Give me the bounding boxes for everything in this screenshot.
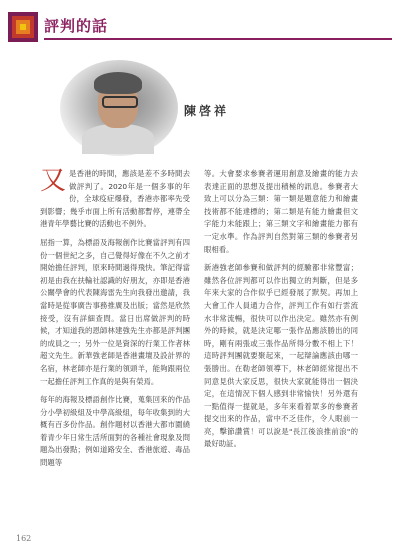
page-header (8, 12, 392, 42)
article-paragraph: 又是香港的時間，應該是差不多時間去做評判了。2020年是一個多事的年份，全球疫症爆發，香港亦都率先受到影響；幾乎市面上所有活動都暫停，連帶全港青年學藝比賽的活動也不例外。 (40, 166, 190, 229)
page-number: 162 (16, 534, 32, 543)
page-title: 評判的話 (44, 17, 109, 35)
article-column-left (40, 168, 190, 476)
article-paragraph: 等。大會要求參賽者運用創意及繪畫的能力去表達正面的思想及提出積極的訊息。參賽者大致上可以分為三類：第一類是題意能力和繪畫技術都不能達標的；第二類是有能力繪畫但文字能力未能跟上；第三類文字和繪畫能力都有一定水準。作為評判自然對第三類的參賽者另眼相看。 (204, 169, 358, 254)
dropcap: 又 (40, 166, 67, 196)
author-portrait (60, 60, 178, 156)
author-name: 陳啓祥 (184, 104, 230, 118)
header-divider (44, 38, 392, 40)
article-column-right (204, 168, 358, 457)
article-paragraph: 每年的海報及標語創作比賽，蒐集回來的作品分小學初級組及中學高級組，每年收集到的大概有百多份作品。創作題材以香港大都市圍繞着青少年日常生活所面對的各種社會現象及問題為出發點；例如道路安全、香港旅遊、毒品問題等 (40, 395, 190, 468)
article-paragraph: 屈指一算，為標語及海報創作比賽當評判有四份一個世紀之多，自己覺得好像在不久之前才開始擔任評判，原來時間過得飛快。筆記得當初是由我在扶輪社認識的好朋友，亦即是香港公關學會的代表陳海雷先生向我發出邀請，我當時是從事廣告事務推廣及出版；當然是欣然接受，沒有詳細查問。當日出席做評判的時候，才知道我的恩師林建強先生亦都是評判團的成員之一；另外一位是資深的行業工作者林超文先生。新華強老師是香港畫壇及設計界的名宿，林老師亦是行業的領頭羊，能夠跟兩位一起擔任評判工作真的是與有榮焉。 (40, 237, 190, 386)
section-logo-icon (8, 12, 38, 42)
article-paragraph: 新港強老師參賽和做評判的經驗都非常豐富；雖然各位評判都可以作出獨立的判斷，但是多年來大家的合作似乎已經發展了默契。再加上大會工作人員通力合作，評判工作有如行雲流水非常流暢，很快可以作出決定。雖然亦有例外的時候，就是決定哪一張作品應該勝出的同時，剛有兩張或三張作品所得分數不相上下！這時評判團就要聚起來，一起辯論應該由哪一張勝出。在勒老師領導下，林老師經常提出不同意見供大家反思，很快大家就能得出一個決定，在這情況下個人感到非常愉快！另外還有一點值得一提就是，多年來看着眾多的參賽者提交出來的作品，當中不乏佳作，令人眼前一亮，擊節讚賞！可以說是"長江後浪推前浪"的最好助証。 (204, 263, 358, 449)
